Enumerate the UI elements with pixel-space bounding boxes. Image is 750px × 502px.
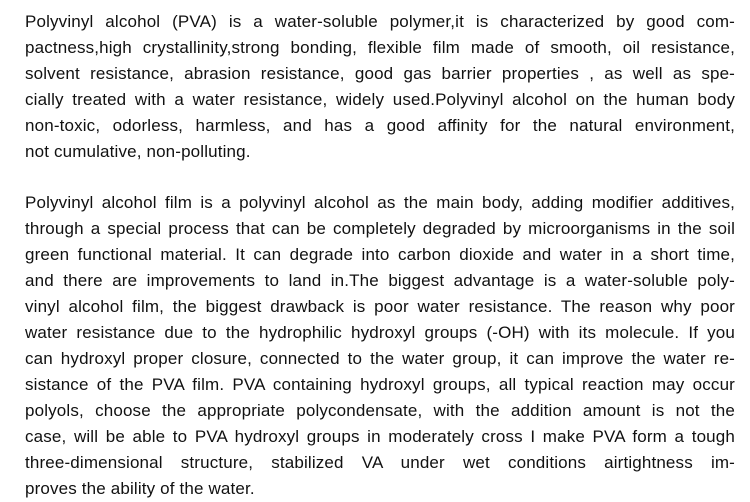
text-line: Polyvinyl alcohol (PVA) is a water-soluble polymer,it is characterized by good com- xyxy=(25,12,735,31)
text-line: can hydroxyl proper closure, connected to the water group, it can improve the water re- xyxy=(25,349,735,368)
paragraph-pva-properties xyxy=(25,9,735,165)
text-line: green functional material. It can degrade into carbon dioxide and water in a short time, xyxy=(25,245,735,264)
text-line: and there are improvements to land in.The biggest advantage is a water-soluble poly- xyxy=(25,271,735,290)
text-line: through a special process that can be completely degraded by microorganisms in the soil xyxy=(25,219,735,238)
text-line: solvent resistance, abrasion resistance, good gas barrier properties , as well as spe- xyxy=(25,64,735,83)
paragraph-pva-film xyxy=(25,190,735,502)
document-body xyxy=(25,9,735,502)
text-line: proves the ability of the water. xyxy=(25,479,255,498)
text-line: sistance of the PVA film. PVA containing hydroxyl groups, all typical reaction may occur xyxy=(25,375,735,394)
paragraph-spacer xyxy=(25,165,735,190)
text-line: three-dimensional structure, stabilized VA under wet conditions airtightness im- xyxy=(25,453,735,472)
text-line: pactness,high crystallinity,strong bonding, flexible film made of smooth, oil resistance, xyxy=(25,38,735,57)
text-line: water resistance due to the hydrophilic hydroxyl groups (-OH) with its molecule. If you xyxy=(25,323,735,342)
text-line: cially treated with a water resistance, widely used.Polyvinyl alcohol on the human body xyxy=(25,90,735,109)
text-line: case, will be able to PVA hydroxyl groups in moderately cross I make PVA form a tough xyxy=(25,427,735,446)
text-line: polyols, choose the appropriate polycondensate, with the addition amount is not the xyxy=(25,401,735,420)
text-line: Polyvinyl alcohol film is a polyvinyl alcohol as the main body, adding modifier additives, xyxy=(25,193,735,212)
text-line: non-toxic, odorless, harmless, and has a good affinity for the natural environment, xyxy=(25,116,735,135)
text-line: vinyl alcohol film, the biggest drawback is poor water resistance. The reason why poor xyxy=(25,297,735,316)
text-line: not cumulative, non-polluting. xyxy=(25,142,251,161)
